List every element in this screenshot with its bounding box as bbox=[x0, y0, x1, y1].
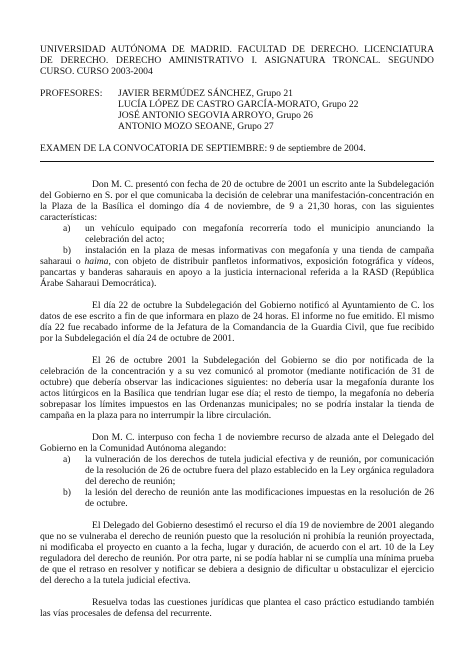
professor-name: LUCÍA LÓPEZ DE CASTRO GARCÍA-MORATO, Grupo 22 bbox=[118, 99, 359, 110]
list-text: un vehículo equipado con megafonía recorrería todo el municipio anunciando la celebración del acto; bbox=[85, 223, 434, 245]
professors-label: PROFESORES: bbox=[40, 88, 103, 99]
list-item-b bbox=[40, 487, 434, 509]
professors-list bbox=[118, 88, 358, 132]
exam-title: EXAMEN DE LA CONVOCATORIA DE SEPTIEMBRE: 9 de septiembre de 2004. bbox=[40, 143, 366, 154]
list-marker: b) bbox=[63, 487, 71, 498]
paragraph-5: El Delegado del Gobierno desestimó el recurso el día 19 de noviembre de 2001 alegando que no se vulneraba el derecho de reunión puesto que la resolución ni prohibía la reunión proyectada, ni modificaba el proyecto en cuanto a la fecha, lugar y duración, de acuerdo con el art. 10 de la Ley reguladora del derecho de reunión. Por otra parte, ni se podía hablar ni se cumplía una mínima prueba de que el retraso en resolver y notificar se debiera a designio de dificultar u obstaculizar el ejercicio del derecho a la tutela judicial efectiva. bbox=[40, 520, 434, 586]
professor-name: ANTONIO MOZO SEOANE, Grupo 27 bbox=[118, 121, 274, 132]
paragraph-1: Don M. C. presentó con fecha de 20 de octubre de 2001 un escrito ante la Subdelegación del Gobierno en S. por el que comunicaba la decisión de celebrar una manifestación-concentración en la Plaza de la Basílica el domingo día 4 de noviembre, de 9 a 21,30 horas, con las siguientes características: bbox=[40, 179, 434, 223]
paragraph-6: Resuelva todas las cuestiones jurídicas que plantea el caso práctico estudiando también las vías procesales de defensa del recurrente. bbox=[40, 597, 434, 619]
professor-name: JOSÉ ANTONIO SEGOVIA ARROYO, Grupo 26 bbox=[118, 110, 313, 121]
list-text: la lesión del derecho de reunión ante las modificaciones impuestas en la resolución de 26 de octubre. bbox=[85, 487, 434, 509]
list-text: la vulneración de los derechos de tutela judicial efectiva y de reunión, por comunicación de la resolución de 26 de octubre fuera del plazo establecido en la Ley orgánica reguladora del derecho de reunión; bbox=[85, 454, 434, 487]
list-marker: a) bbox=[63, 454, 71, 465]
professor-name: JAVIER BERMÚDEZ SÁNCHEZ, Grupo 21 bbox=[118, 88, 293, 99]
case-body bbox=[40, 179, 434, 619]
paragraph-2: El día 22 de octubre la Subdelegación del Gobierno notificó al Ayuntamiento de C. los datos de ese escrito a fin de que informara en plazo de 24 horas. El informe no fue emitido. El mismo día 22 fue recabado informe de la Jefatura de la Comandancia de la Guardia Civil, que fue recibido por la Subdelegación el día 24 de octubre de 2001. bbox=[40, 300, 434, 344]
list-marker: b) bbox=[63, 245, 71, 256]
separator-line bbox=[40, 161, 434, 162]
haima-term: haima bbox=[84, 256, 109, 267]
list-text: instalación en la plaza de mesas informativas con megafonía y una tienda de campaña saharaui o bbox=[40, 245, 434, 267]
document-header bbox=[40, 44, 434, 77]
list-item-a bbox=[40, 223, 434, 245]
header-line-3: CURSO. CURSO 2003-2004 bbox=[40, 66, 153, 77]
paragraph-3: El 26 de octubre 2001 la Subdelegación del Gobierno se dio por notificada de la celebración de la concentración y a su vez comunicó al promotor (mediante notificación de 31 de octubre) que debería observar las indicaciones siguientes: no debería usar la megafonía durante los actos litúrgicos en la Basílica que tendrían lugar ese día; el resto de tiempo, la megafonía no debería sobrepasar los límites impuestos en las Ordenanzas municipales; no se podría instalar la tienda de campaña en la plaza para no interrumpir la libre circulación. bbox=[40, 355, 434, 421]
list-item-a bbox=[40, 454, 434, 487]
list-text: , con objeto de distribuir panfletos informativos, exposición fotográfica y vídeos, pancartas y banderas saharauis en apoyo a la justicia internacional referida a la RASD (República Árabe Saharaui Democrática). bbox=[40, 256, 434, 289]
header-line-2: DE DERECHO. DERECHO AMINISTRATIVO I. ASIGNATURA TRONCAL. SEGUNDO bbox=[40, 55, 434, 66]
list-item-b bbox=[40, 245, 434, 289]
professors-block bbox=[40, 88, 434, 132]
header-line-1: UNIVERSIDAD AUTÓNOMA DE MADRID. FACULTAD DE DERECHO. LICENCIATURA bbox=[40, 44, 434, 55]
list-marker: a) bbox=[63, 223, 71, 234]
paragraph-4: Don M. C. interpuso con fecha 1 de noviembre recurso de alzada ante el Delegado del Gobierno en la Comunidad Autónoma alegando: bbox=[40, 432, 434, 454]
